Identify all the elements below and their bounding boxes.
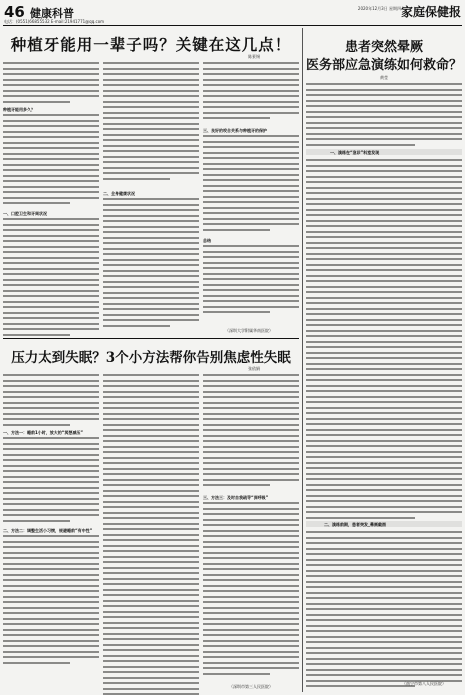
article-source: （深圳大学附属华南医院） bbox=[225, 328, 273, 333]
article-source: （南宁市第八人民医院） bbox=[402, 681, 446, 686]
text-column bbox=[203, 62, 299, 123]
text-column bbox=[3, 62, 99, 106]
article-author: 张依娟 bbox=[248, 366, 260, 371]
contact-info: 电话：(0551)66855532 E-mail:21941771@qq.com bbox=[4, 19, 105, 24]
text-column bbox=[203, 374, 299, 490]
subheading: 总结 bbox=[203, 238, 211, 243]
text-column bbox=[103, 374, 199, 695]
section-heading: 二、演练前期，患者突发_晕厥截图 bbox=[324, 522, 386, 527]
article-divider bbox=[3, 338, 299, 339]
subheading: 二、全身健康状况 bbox=[103, 191, 135, 196]
section-heading: 一、演练在“急诊”科室发现 bbox=[330, 150, 380, 155]
text-column bbox=[203, 245, 299, 317]
issue-date: 2020年12月3日 星期四 bbox=[357, 6, 401, 11]
text-column bbox=[103, 198, 199, 330]
article-source: （深圳市第三人民医院） bbox=[229, 684, 273, 689]
article-author: 黄莹 bbox=[380, 75, 388, 80]
article-syncope-drill bbox=[306, 28, 462, 692]
article-title-line1: 患者突然晕厥 bbox=[344, 40, 423, 55]
header-rule bbox=[3, 25, 462, 26]
page-number: 46 bbox=[4, 3, 25, 21]
text-column bbox=[306, 159, 462, 522]
newspaper-brand: 家庭保健报 bbox=[400, 5, 461, 19]
subheading: 一、口腔卫生和牙周状况 bbox=[3, 211, 47, 216]
column-divider bbox=[302, 28, 303, 692]
text-column bbox=[306, 83, 462, 149]
text-column bbox=[103, 62, 199, 183]
text-column bbox=[3, 114, 99, 208]
article-title: 压力太到失眠？3个小方法帮你告别焦虑性失眠 bbox=[11, 350, 291, 366]
subheading: 二、方法二：调整生活小习惯，规避睡前“有中性” bbox=[3, 528, 93, 533]
text-column bbox=[3, 535, 99, 667]
article-dental-implant bbox=[3, 28, 299, 336]
subheading: 三、方法三：及时自我疏导“深呼吸” bbox=[203, 495, 269, 500]
section-title: 健康科普 bbox=[30, 7, 74, 20]
text-column bbox=[306, 531, 462, 691]
subheading: 种植牙能用多久？ bbox=[3, 107, 35, 112]
text-column bbox=[203, 135, 299, 234]
text-column bbox=[203, 502, 299, 678]
text-column bbox=[3, 437, 99, 525]
article-author: 陈景锡 bbox=[248, 54, 260, 59]
article-title: 种植牙能用一辈子吗？关键在这几点！ bbox=[10, 35, 292, 54]
article-title-line2: 医务部应急演练如何救命？ bbox=[306, 58, 463, 73]
text-column bbox=[3, 218, 99, 339]
article-insomnia bbox=[3, 342, 299, 692]
page-header bbox=[0, 0, 465, 26]
subheading: 三、良好的咬合关系与种植牙的保护 bbox=[203, 128, 267, 133]
subheading: 一、方法一：睡前1小时，放大的“冥想减压” bbox=[3, 430, 84, 435]
text-column bbox=[3, 374, 99, 429]
